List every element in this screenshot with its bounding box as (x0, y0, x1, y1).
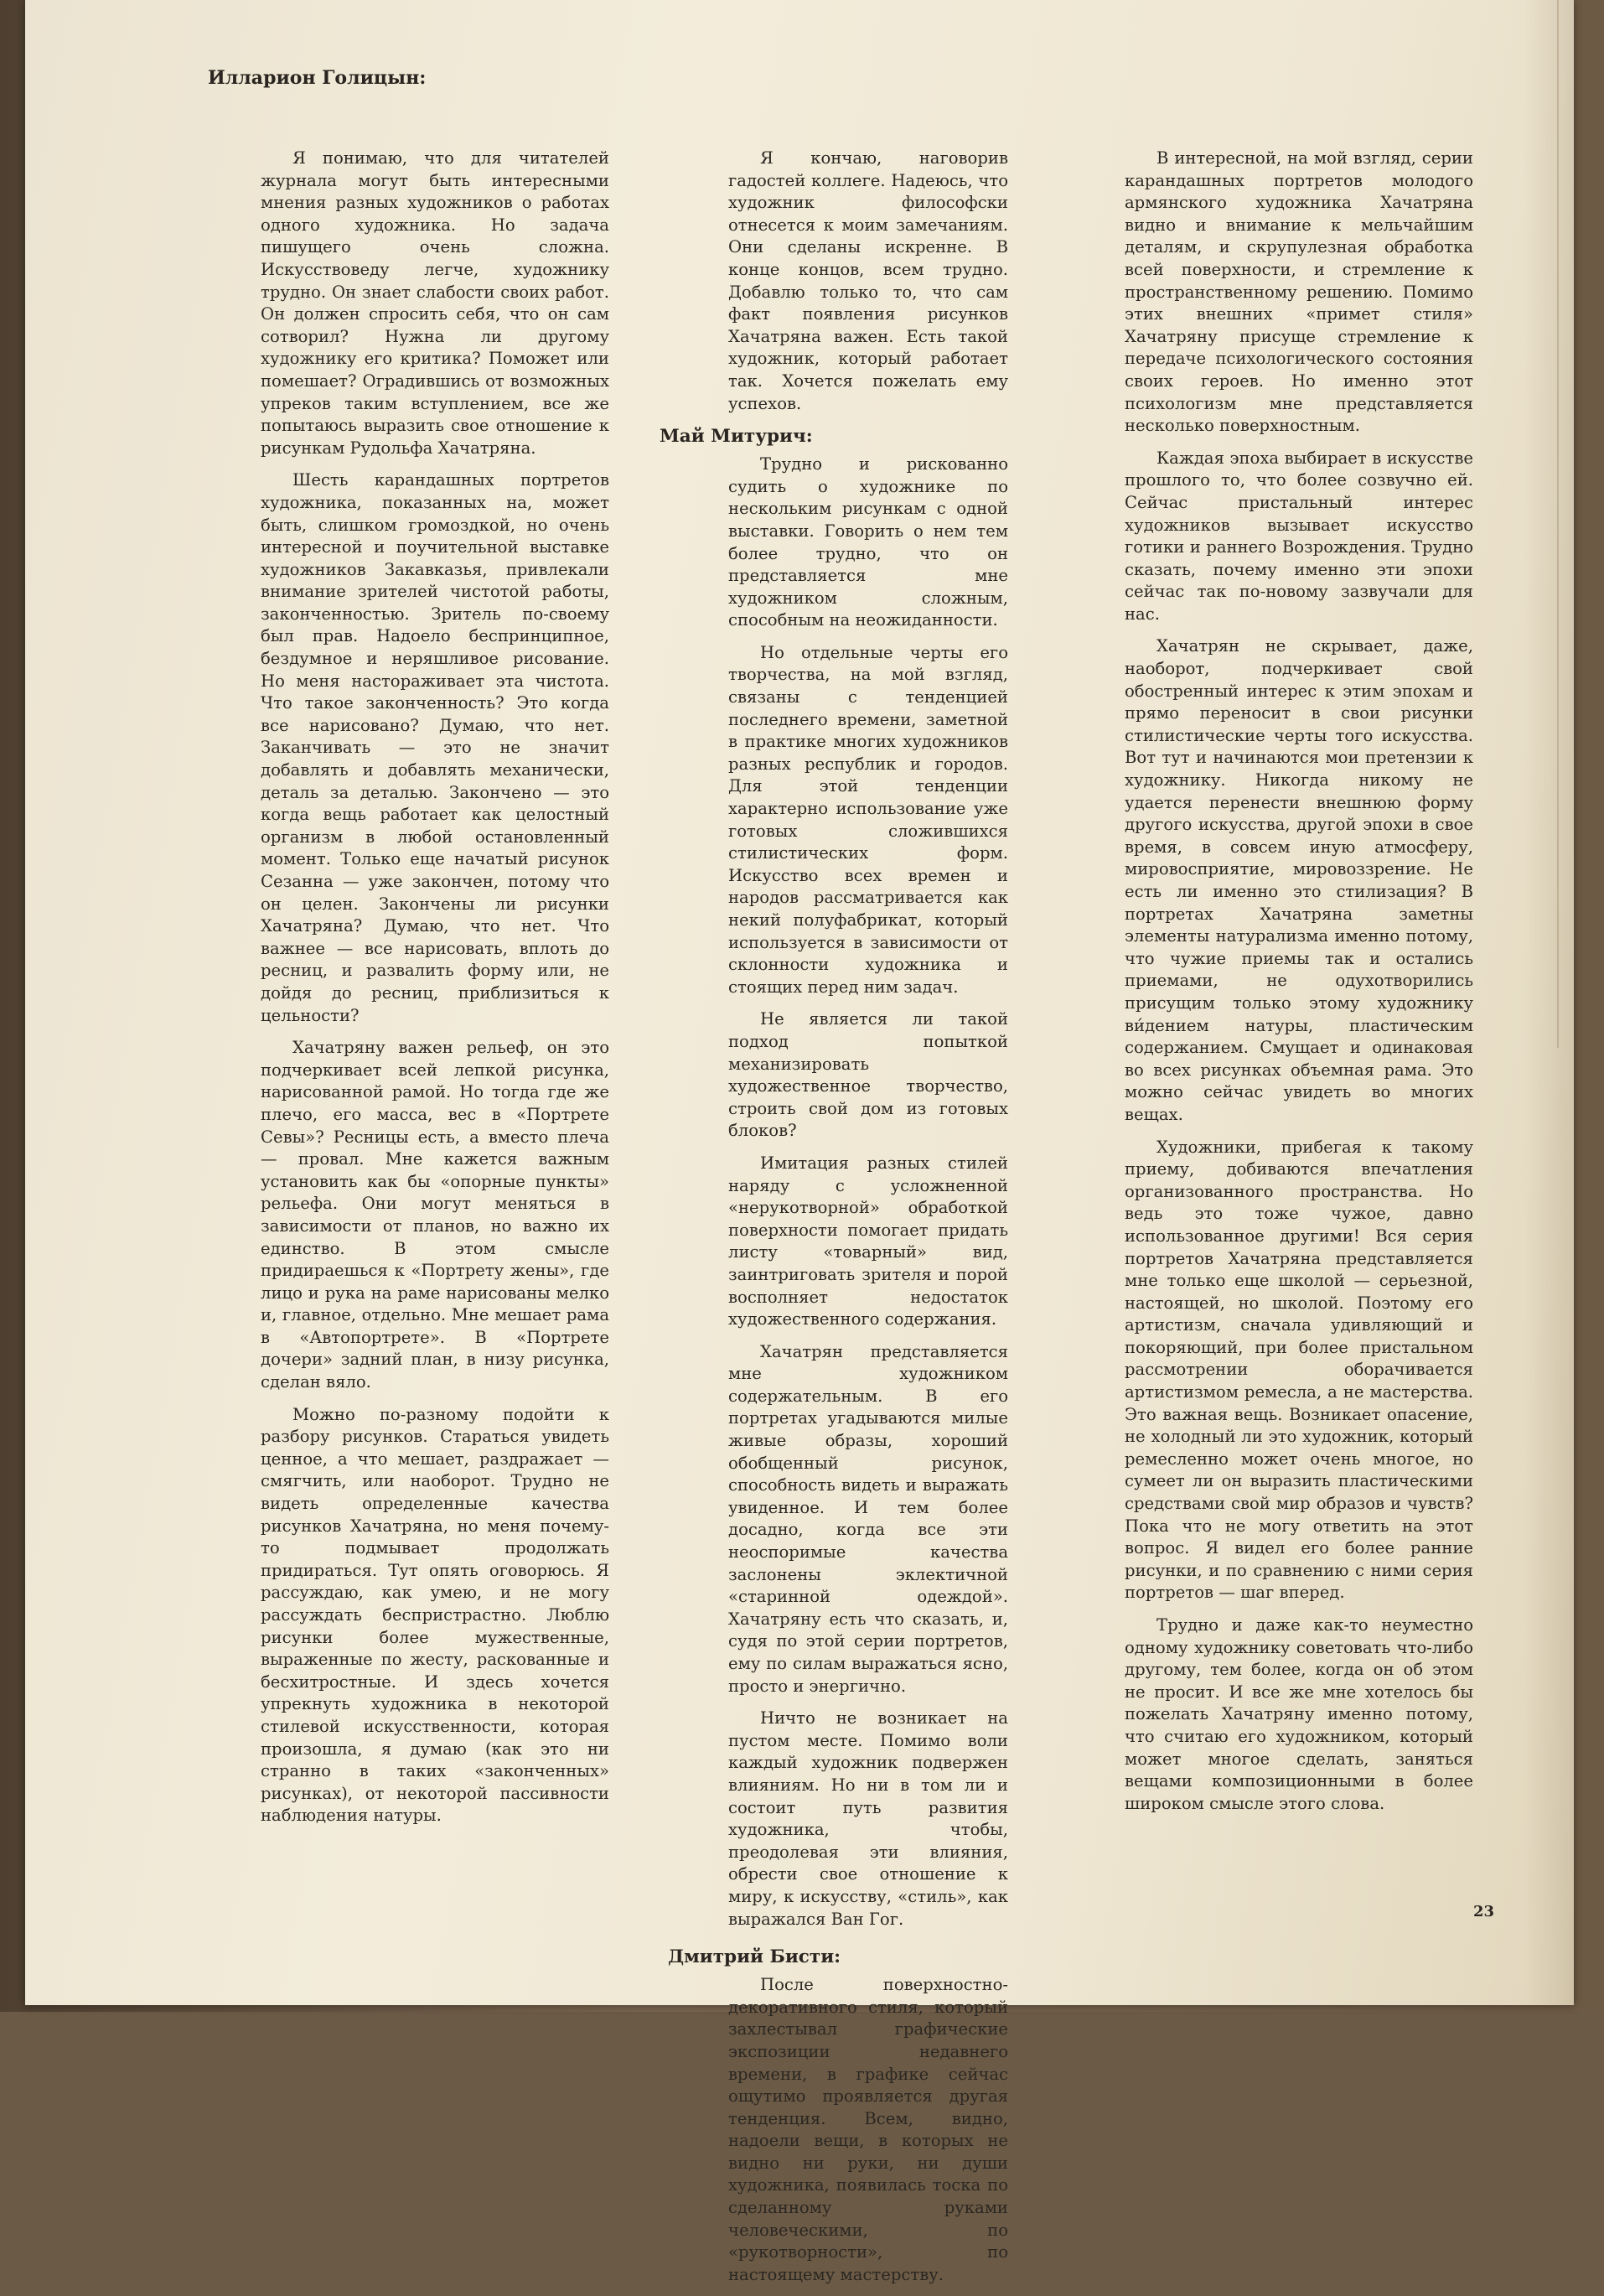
paragraph: Я понимаю, что для читателей журнала могут быть интересными мнения разных художников о работах одного художника. Но задача пишущего очень сложна. Искусствоведу легче, художнику трудно. Он знает слабости своих работ. Он должен спросить себя, что он сам сотворил? Нужна ли другому художнику его критика? Поможет или помешает? Оградившись от возможных упреков таким вступлением, все же попытаюсь выразить свое отношение к рисункам Рудольфа Хачатряна. (261, 148, 609, 458)
author-heading-mitrurich: Май Митурич: (660, 426, 813, 448)
paragraph: Хачатрян представляется мне художником содержательным. В его портретах угадываются милые живые образы, хороший обобщенный рисунок, способность видеть и выражать увиденное. И тем более досадно, когда все эти неоспоримые качества заслонены эклектичной «старинной одеждой». Хачатряну есть что сказать, и, судя по этой серии портретов, ему по силам выражаться ясно, просто и энергично. (728, 1341, 1008, 1696)
column-middle (660, 148, 1008, 2296)
paragraph: Но отдельные черты его творчества, на мой взгляд, связаны с тенденцией последнего времени, заметной в практике многих художников разных республик и городов. Для этой тенденции характерно использование уже готовых сложившихся стилистических форм. Искусство всех времен и народов рассматривается как некий полуфабрикат, который используется в зависимости от склонности художника и стоящих перед ним задач. (728, 642, 1008, 997)
author-heading-golitsyn: Илларион Голицын: (208, 67, 427, 89)
paragraph: Трудно и рискованно судить о художнике по нескольким рисункам с одной выставки. Говорить о нем тем более трудно, что он представляется мне художником сложным, способным на неожиданности. (728, 454, 1008, 630)
page-fold (1557, 0, 1559, 1048)
paragraph: Шесть карандашных портретов художника, показанных на, может быть, слишком громоздкой, но очень интересной и поучительной выставке художников Закавказья, привлекали внимание зрителей чистотой работы, законченностью. Зритель по-своему был прав. Надоело беспринципное, бездумное и неряшливое рисование. Но меня настораживает эта чистота. Что такое законченность? Это когда все нарисовано? Думаю, что нет. Заканчивать — это не значит добавлять и добавлять механически, деталь за деталью. Закончено — это когда вещь работает как целостный организм в любой остановленный момент. Только еще начатый рисунок Сезанна — уже закончен, потому что он целен. Закончены ли рисунки Хачатряна? Думаю, что нет. Что важнее — все нарисовать, вплоть до ресниц, и развалить форму или, не дойдя до ресниц, приблизиться к цельности? (261, 470, 609, 1025)
column-left (261, 148, 609, 1837)
paragraph: Художники, прибегая к такому приему, добиваются впечатления организованного пространства. Но ведь это тоже чужое, давно использованное другими! Вся серия портретов Хачатряна представляется мне только еще школой — серьезной, настоящей, но школой. Поэтому его артистизм, сначала удивляющий и покоряющий, при более пристальном рассмотрении оборачивается артистизмом ремесла, а не мастерства. Это важная вещь. Возникает опасение, не холодный ли это художник, который ремесленно может очень многое, но сумеет ли он выразить пластическими средствами свой мир образов и чувств? Пока что не могу ответить на этот вопрос. Я видел его более ранние рисунки, и по сравнению с ними серия портретов — шаг вперед. (1125, 1137, 1473, 1603)
paragraph: В интересной, на мой взгляд, серии карандашных портретов молодого армянского художника Хачатряна видно и внимание к мельчайшим деталям, и скрупулезная обработка всей поверхности, и стремление к пространственному решению. Помимо этих внешних «примет стиля» Хачатряну присуще стремление к передаче психологического состояния своих героев. Но именно этот психологизм мне представляется несколько поверхностным. (1125, 148, 1473, 436)
page-number: 23 (1473, 1903, 1495, 1920)
column-right (1125, 148, 1473, 1825)
paragraph: Не является ли такой подход попыткой механизировать художественное творчество, строить свой дом из готовых блоков? (728, 1009, 1008, 1141)
paragraph: После поверхностно-декоративного стиля, который захлестывал графические экспозиции недавнего времени, в графике сейчас ощутимо проявляется другая тенденция. Всем, видно, надоели вещи, в которых не видно ни руки, ни души художника, появилась тоска по сделанному руками человеческими, по «рукотворности», по настоящему мастерству. (728, 1975, 1008, 2284)
paragraph: Можно по-разному подойти к разбору рисунков. Стараться увидеть ценное, а что мешает, раздражает — смягчить, или наоборот. Трудно не видеть определенные качества рисунков Хачатряна, но меня почему-то подмывает продолжать придираться. Тут опять оговорюсь. Я рассуждаю, как умею, и не могу рассуждать беспристрастно. Люблю рисунки более мужественные, выраженные по жесту, раскованные и бесхитростные. И здесь хочется упрекнуть художника в некоторой стилевой искусственности, которая произошла, я думаю (как это ни странно в таких «законченных» рисунках), от некоторой пассивности наблюдения натуры. (261, 1404, 609, 1826)
paragraph: Трудно и даже как-то неуместно одному художнику советовать что-либо другому, тем более, когда он об этом не просит. И все же мне хотелось бы пожелать Хачатряну именно потому, что считаю его художником, который может многое сделать, заняться вещами композиционными в более широком смысле этого слова. (1125, 1615, 1473, 1813)
paragraph: Каждая эпоха выбирает в искусстве прошлого то, что более созвучно ей. Сейчас пристальный интерес художников вызывает искусство готики и раннего Возрождения. Трудно сказать, почему именно эти эпохи сейчас так по-новому зазвучали для нас. (1125, 448, 1473, 624)
paragraph: Хачатрян не скрывает, даже, наоборот, подчеркивает свой обостренный интерес к этим эпохам и прямо переносит в свои рисунки стилистические черты того искусства. Вот тут и начинаются мои претензии к художнику. Никогда никому не удается перенести внешнюю форму другого искусства, другой эпохи в свое время, в совсем иную атмосферу, мировосприятие, мировоззрение. Не есть ли именно это стилизация? В портретах Хачатряна заметны элементы натурализма именно потому, что чужие приемы так и остались приемами, не одухотворились присущим только этому художнику ви́дением натуры, пластическим содержанием. Смущает и одинаковая во всех рисунках объемная рама. Это можно сейчас увидеть во многих вещах. (1125, 636, 1473, 1124)
page-edge-shadow (1524, 0, 1574, 2005)
column-middle-body (660, 148, 1008, 2286)
paragraph: Ничто не возникает на пустом месте. Помимо воли каждый художник подвержен влияниям. Но ни в том ли и состоит путь развития художника, чтобы, преодолевая эти влияния, обрести свое отношение к миру, к искусству, «стиль», как выражался Ван Гог. (728, 1708, 1008, 1929)
paragraph: Хачатряну важен рельеф, он это подчеркивает всей лепкой рисунка, нарисованной рамой. Но тогда где же плечо, его масса, вес в «Портрете Севы»? Ресницы есть, а вместо плеча — провал. Мне кажется важным установить как бы «опорные пункты» рельефа. Они могут меняться в зависимости от планов, но важно их единство. В этом смысле придираешься к «Портрету жены», где лицо и рука на раме нарисованы мелко и, главное, отдельно. Мне мешает рама в «Автопортрете». В «Портрете дочери» задний план, в низу рисунка, сделан вяло. (261, 1038, 609, 1392)
paragraph: Имитация разных стилей наряду с усложненной «нерукотворной» обработкой поверхности помогает придать листу «товарный» вид, заинтриговать зрителя и порой восполняет недостаток художественного содержания. (728, 1153, 1008, 1329)
author-heading-bisti: Дмитрий Бисти: (668, 1946, 841, 1968)
paragraph: Я кончаю, наговорив гадостей коллеге. Надеюсь, что художник философски отнесется к моим замечаниям. Они сделаны искренне. В конце концов, всем трудно. Добавлю только то, что сам факт появления рисунков Хачатряна важен. Есть такой художник, который работает так. Хочется пожелать ему успехов. (728, 148, 1008, 413)
